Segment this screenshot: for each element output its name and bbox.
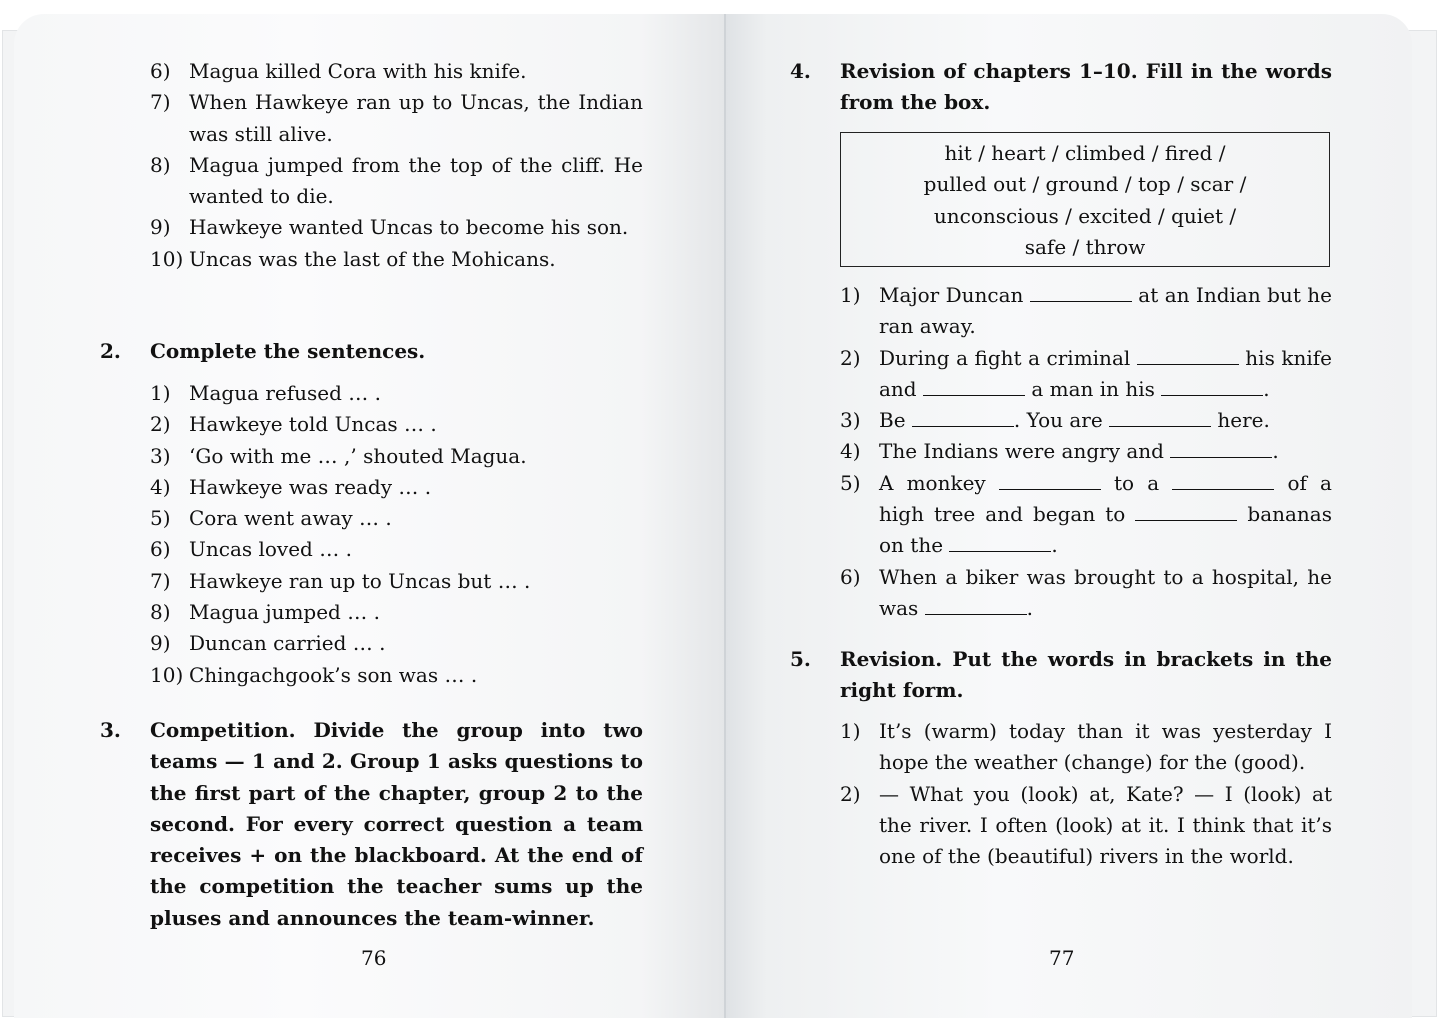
item-text <box>189 150 643 213</box>
item-text <box>189 534 643 565</box>
text-segment: . <box>1263 376 1270 401</box>
list-item <box>150 87 643 150</box>
item-text <box>189 503 643 534</box>
text-segment: a man in his <box>1024 376 1162 401</box>
list-item <box>150 472 643 503</box>
word-box-line: safe / throw <box>1024 234 1146 259</box>
list-item <box>150 628 643 659</box>
item-number: 10) <box>150 246 184 271</box>
text-segment: Major Duncan <box>879 283 1030 307</box>
item-text <box>189 244 643 275</box>
text-segment: Chingachgook’s son was … . <box>189 662 478 687</box>
item-number: 8) <box>150 600 171 625</box>
book-spine <box>724 14 726 1018</box>
text-segment: The Indians were angry and <box>879 439 1171 464</box>
section-4-list <box>840 280 1332 624</box>
word-box <box>840 132 1330 267</box>
list-item <box>840 280 1332 343</box>
fill-in-blank[interactable] <box>949 550 1051 552</box>
item-number: 7) <box>150 90 171 115</box>
list-item <box>150 660 643 691</box>
list-item <box>840 716 1332 779</box>
fill-in-blank[interactable] <box>925 613 1027 615</box>
section-2-list <box>150 378 643 691</box>
list-item <box>150 212 643 243</box>
list-item <box>840 562 1332 625</box>
item-text <box>189 378 643 409</box>
item-text <box>879 343 1332 406</box>
text-segment: Hawkeye was ready … . <box>189 474 432 499</box>
text-segment: When Hawkeye ran up to Uncas, the Indian was still alive. <box>189 90 643 146</box>
text-segment: Be <box>879 408 912 433</box>
item-text <box>189 566 643 597</box>
item-text <box>189 628 643 659</box>
list-item <box>840 405 1332 436</box>
list-item <box>150 566 643 597</box>
item-number: 9) <box>150 631 171 656</box>
list-item <box>840 436 1332 467</box>
fill-in-blank[interactable] <box>1109 425 1211 427</box>
section-title: Revision of chapters 1–10. Fill in the words from the box. <box>840 59 1332 115</box>
item-text <box>879 280 1332 343</box>
text-segment: here. <box>1211 408 1270 433</box>
list-item <box>840 779 1332 873</box>
item-text <box>189 56 643 87</box>
text-segment: — What you (look) at, Kate? — I (look) at the river. I often (look) at it. I think that it’s one of the (beautiful) rivers in the world. <box>879 781 1332 869</box>
fill-in-blank[interactable] <box>1030 300 1132 302</box>
list-item <box>840 468 1332 562</box>
item-text <box>189 660 643 691</box>
fill-in-blank[interactable] <box>1161 394 1263 396</box>
item-number: 1) <box>840 283 861 307</box>
item-text <box>189 212 643 243</box>
text-segment: When a biker was brought to a hospital, he was <box>879 564 1332 620</box>
text-segment: Uncas was the last of the Mohicans. <box>189 246 556 271</box>
item-number: 2) <box>840 781 861 806</box>
text-segment: of a high tree and began to <box>879 470 1332 527</box>
text-segment: A monkey <box>879 470 999 495</box>
text-segment: . <box>1051 533 1058 558</box>
text-segment: Magua refused … . <box>189 381 382 405</box>
list-item <box>150 503 643 534</box>
text-segment: Hawkeye ran up to Uncas but … . <box>189 568 531 593</box>
fill-in-blank[interactable] <box>923 394 1025 396</box>
text-segment: at an Indian but he ran away. <box>879 283 1332 339</box>
fill-in-blank[interactable] <box>999 488 1101 490</box>
item-text <box>189 441 643 472</box>
item-text <box>879 405 1332 436</box>
list-continued <box>150 56 643 275</box>
section-5-heading <box>790 644 1332 707</box>
section-title: Complete the sentences. <box>150 339 426 363</box>
page-number: 76 <box>361 946 387 970</box>
text-segment: bananas on the <box>879 502 1332 558</box>
item-number: 5) <box>840 470 861 495</box>
item-number: 4) <box>150 474 171 499</box>
fill-in-blank[interactable] <box>1170 456 1272 458</box>
text-segment: Uncas loved … . <box>189 537 352 562</box>
list-item <box>150 409 643 440</box>
fill-in-blank[interactable] <box>1137 363 1239 365</box>
text-segment: Duncan carried … . <box>189 631 386 656</box>
item-number: 6) <box>150 59 171 83</box>
section-number: 4. <box>790 59 811 83</box>
item-number: 3) <box>840 408 861 433</box>
fill-in-blank[interactable] <box>1135 519 1237 521</box>
item-text <box>879 468 1332 562</box>
text-segment: It’s (warm) today than it was yesterday I hope the weather (change) for the (good). <box>879 719 1332 775</box>
word-box-line: hit / heart / climbed / fired / <box>944 141 1226 165</box>
text-segment: Magua jumped … . <box>189 600 380 625</box>
text-segment: During a fight a criminal <box>879 345 1137 370</box>
item-text <box>879 779 1332 873</box>
text-segment: Magua killed Cora with his knife. <box>189 59 527 83</box>
list-item <box>150 534 643 565</box>
list-item <box>150 441 643 472</box>
page-number: 77 <box>1049 946 1075 970</box>
section-5-list <box>840 716 1332 872</box>
item-text <box>189 409 643 440</box>
list-item <box>150 56 643 87</box>
section-number: 5. <box>790 647 811 671</box>
section-number: 2. <box>100 339 121 363</box>
list-item <box>150 597 643 628</box>
section-title: Revision. Put the words in brackets in the right form. <box>840 647 1332 703</box>
item-number: 10) <box>150 662 184 687</box>
text-segment: Cora went away … . <box>189 506 392 531</box>
item-text <box>879 716 1332 779</box>
fill-in-blank[interactable] <box>912 425 1014 427</box>
item-text <box>879 436 1332 467</box>
list-item <box>150 378 643 409</box>
word-box-line: unconscious / excited / quiet / <box>933 203 1237 228</box>
item-number: 2) <box>840 345 861 370</box>
text-segment: to a <box>1100 470 1173 495</box>
text-segment: Magua jumped from the top of the cliff. He wanted to die. <box>189 152 643 209</box>
section-2-heading <box>100 336 643 367</box>
item-text <box>189 597 643 628</box>
item-number: 1) <box>840 719 861 743</box>
item-text <box>189 87 643 150</box>
list-item <box>150 244 643 275</box>
item-number: 7) <box>150 568 171 593</box>
item-number: 4) <box>840 439 861 464</box>
item-number: 9) <box>150 215 171 240</box>
text-segment: . You are <box>1013 408 1110 433</box>
fill-in-blank[interactable] <box>1172 488 1274 490</box>
text-segment: Hawkeye wanted Uncas to become his son. <box>189 215 629 240</box>
list-item <box>840 343 1332 406</box>
item-number: 1) <box>150 381 171 405</box>
text-segment: . <box>1272 439 1279 464</box>
item-text <box>879 562 1332 625</box>
text-segment: Hawkeye told Uncas … . <box>189 412 437 437</box>
item-number: 3) <box>150 443 171 468</box>
item-number: 8) <box>150 152 171 177</box>
text-segment: his knife and <box>879 345 1332 401</box>
text-segment: . <box>1026 595 1034 620</box>
word-box-line: pulled out / ground / top / scar / <box>923 172 1247 197</box>
text-segment: ‘Go with me … ,’ shouted Magua. <box>189 443 527 468</box>
item-number: 5) <box>150 506 171 531</box>
section-3 <box>100 715 643 934</box>
item-number: 2) <box>150 412 171 437</box>
list-item <box>150 150 643 213</box>
section-4-heading <box>790 56 1332 119</box>
item-number: 6) <box>150 537 171 562</box>
section-title: Competition. Divide the group into two teams — 1 and 2. Group 1 asks questions to the first part of the chapter, group 2 to the second. For every correct question a team receives + on the blackboard. At the end of the competition the teacher sums up the pluses and announces the team-winner. <box>150 718 643 930</box>
item-text <box>189 472 643 503</box>
item-number: 6) <box>840 564 861 589</box>
section-number: 3. <box>100 718 121 742</box>
